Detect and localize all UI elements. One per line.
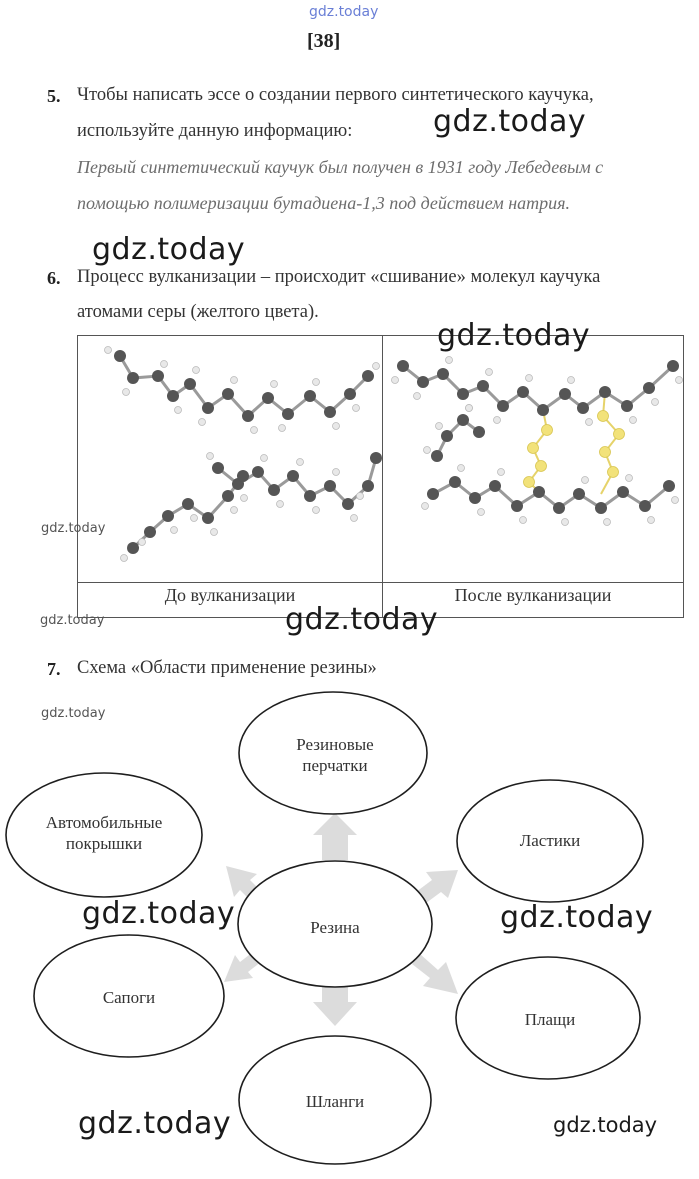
question-5-answer-line2: помощью полимеризации бутадиена-1,3 под действием натрия. xyxy=(77,193,571,213)
node-raincoats-label: Плащи xyxy=(524,1010,576,1029)
watermark: gdz.today xyxy=(92,232,246,267)
vulcanization-figure xyxy=(77,335,684,618)
question-6-text-line2: атомами серы (желтого цвета). xyxy=(77,302,319,322)
page-number: [38] xyxy=(307,30,341,52)
caption-before-vulcanization: До вулканизации xyxy=(164,585,296,605)
node-center-label: Резина xyxy=(310,918,360,937)
watermark: gdz.today xyxy=(285,602,439,637)
watermark: gdz.today xyxy=(433,104,587,139)
watermark-top: gdz.today xyxy=(309,4,379,20)
node-hoses-label: Шланги xyxy=(305,1092,365,1111)
watermark-small: gdz.today xyxy=(41,521,106,536)
question-7-title: Схема «Области применение резины» xyxy=(77,658,377,678)
watermark: gdz.today xyxy=(437,318,591,353)
question-5-answer-line1: Первый синтетический каучук был получен в 1931 году Лебедевым с xyxy=(77,157,604,177)
node-tires-label-1: Автомобильные xyxy=(45,813,163,832)
arrow-lower-right xyxy=(412,954,458,994)
question-6-number: 6. xyxy=(47,268,61,288)
question-5-number: 5. xyxy=(47,86,61,106)
question-7-number: 7. xyxy=(47,659,61,679)
node-tires-label-2: покрышки xyxy=(65,834,143,853)
caption-after-vulcanization: После вулканизации xyxy=(454,585,612,605)
node-gloves-label-1: Резиновые xyxy=(296,735,374,754)
question-5-text-line1: Чтобы написать эссе о создании первого синтетического каучука, xyxy=(77,85,594,105)
node-boots-label: Сапоги xyxy=(102,988,156,1007)
node-erasers-label: Ластики xyxy=(519,831,581,850)
molecule-after-image xyxy=(383,336,683,582)
arrow-up xyxy=(313,813,357,860)
watermark-small: gdz.today xyxy=(41,706,106,721)
node-gloves-label-2: перчатки xyxy=(302,756,368,775)
watermark: gdz.today xyxy=(82,896,236,931)
molecule-before-image xyxy=(78,336,382,582)
question-5-text-line2: используйте данную информацию: xyxy=(77,121,353,141)
question-6-text-line1: Процесс вулканизации – происходит «сшивание» молекул каучука xyxy=(77,267,601,287)
watermark: gdz.today xyxy=(78,1106,232,1141)
watermark: gdz.today xyxy=(553,1113,658,1137)
watermark: gdz.today xyxy=(500,900,654,935)
watermark-small: gdz.today xyxy=(40,613,105,628)
